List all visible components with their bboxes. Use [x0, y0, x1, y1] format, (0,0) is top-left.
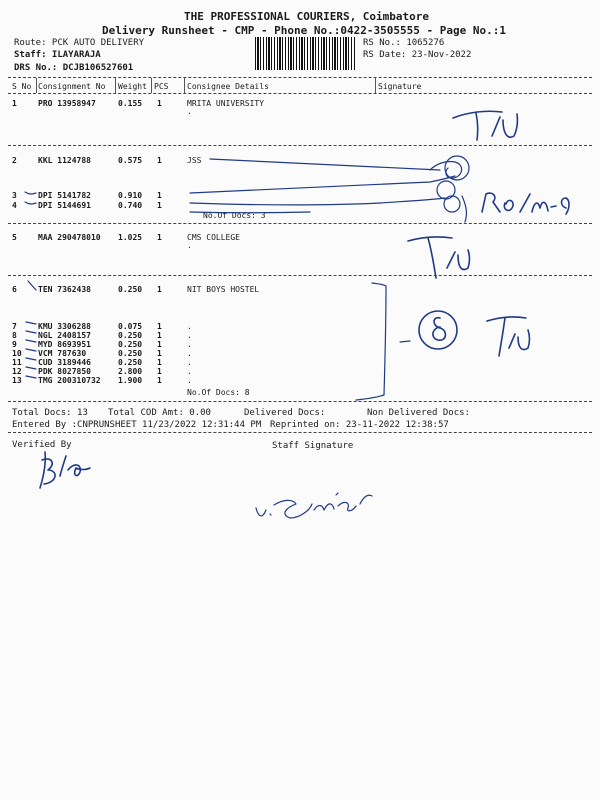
non-delivered-docs: Non Delivered Docs:	[367, 408, 470, 418]
handwritten-ro-m9	[482, 193, 569, 214]
col-consignee: Consignee Details	[187, 82, 269, 91]
rs-number: RS No.: 1065276	[363, 38, 445, 48]
row-consignment: TEN 7362438	[38, 285, 91, 294]
row-consignment: DPI 5141782	[38, 191, 91, 200]
drs-number: DRS No.: DCJB106527601	[14, 63, 134, 73]
row-weight: 0.250	[118, 331, 143, 340]
row-weight: 0.155	[118, 99, 143, 108]
row-sno: 5	[12, 233, 17, 242]
row-consignee: .	[187, 376, 192, 385]
row-sno: 2	[12, 156, 17, 165]
row-consignment: KMU 3306288	[38, 322, 91, 331]
row-sno: 9	[12, 340, 17, 349]
document-subtitle: Delivery Runsheet - CMP - Phone No.:0422-3505555 - Page No.:1	[102, 24, 506, 37]
route-label: Route: PCK AUTO DELIVERY	[14, 38, 145, 48]
row-consignment: MAA 290478010	[38, 233, 101, 242]
col-sno: S No	[12, 82, 32, 91]
row-consignment: VCM 787630	[38, 349, 87, 358]
row-pcs: 1	[157, 322, 162, 331]
row-weight: 0.075	[118, 322, 143, 331]
col-weight: Weight	[118, 82, 147, 91]
row-pcs: 1	[157, 99, 162, 108]
entered-by: Entered By :CNPRUNSHEET 11/23/2022 12:31:44 PM	[12, 420, 262, 430]
row-pcs: 1	[157, 201, 162, 210]
row-consignee: .	[187, 358, 192, 367]
row-sno: 11	[12, 358, 22, 367]
row-consignee: NIT BOYS HOSTEL	[187, 285, 260, 294]
handwritten-strokes	[190, 156, 469, 222]
row-consignee: JSS	[187, 156, 202, 165]
document-title: THE PROFESSIONAL COURIERS, Coimbatore	[184, 10, 430, 23]
row-consignment: KKL 1124788	[38, 156, 91, 165]
row-weight: 0.250	[118, 358, 143, 367]
row-weight: 0.575	[118, 156, 143, 165]
row-sno: 7	[12, 322, 17, 331]
row-sno: 4	[12, 201, 17, 210]
row-consignee: MRITA UNIVERSITY	[187, 99, 265, 108]
row-pcs: 1	[157, 191, 162, 200]
row-consignment: PRO 13958947	[38, 99, 96, 108]
row-weight: 0.250	[118, 285, 143, 294]
handwritten-staff-signature	[256, 493, 372, 518]
row-weight: 0.250	[118, 349, 143, 358]
row-sno: 6	[12, 285, 17, 294]
handwritten-verifier-signature	[40, 452, 90, 488]
row-pcs: 1	[157, 331, 162, 340]
row-consignment: TMG 200310732	[38, 376, 101, 385]
row-sno: 13	[12, 376, 22, 385]
row-weight: 0.740	[118, 201, 143, 210]
delivered-docs: Delivered Docs:	[244, 408, 326, 418]
margin-ticks	[25, 192, 36, 378]
staff-signature-label: Staff Signature	[272, 441, 354, 451]
verified-by-label: Verified By	[12, 440, 72, 450]
row-pcs: 1	[157, 367, 162, 376]
row-weight: 0.910	[118, 191, 143, 200]
row-weight: 0.250	[118, 340, 143, 349]
row-consignee-dot: .	[187, 107, 192, 116]
row-weight: 1.900	[118, 376, 143, 385]
total-cod: Total COD Amt: 0.00	[108, 408, 211, 418]
row-sno: 8	[12, 331, 17, 340]
row-consignee: .	[187, 349, 192, 358]
row-consignee: CMS COLLEGE	[187, 233, 240, 242]
row-consignment: DPI 5144691	[38, 201, 91, 210]
row-consignee: .	[187, 340, 192, 349]
total-docs: Total Docs: 13	[12, 408, 88, 418]
row-consignee: .	[187, 331, 192, 340]
docs-count-note: No.Of Docs: 3	[203, 211, 266, 220]
handwritten-tu-1	[453, 111, 517, 140]
row-consignee: .	[187, 322, 192, 331]
row-pcs: 1	[157, 340, 162, 349]
row-weight: 2.800	[118, 367, 143, 376]
col-pcs: PCS	[154, 82, 169, 91]
reprinted-on: Reprinted on: 23-11-2022 12:38:57	[270, 420, 449, 430]
row-pcs: 1	[157, 285, 162, 294]
row-pcs: 1	[157, 376, 162, 385]
row-weight: 1.025	[118, 233, 143, 242]
row-consignment: CUD 3189446	[38, 358, 91, 367]
row-consignee: .	[187, 367, 192, 376]
row-consignment: PDK 8027850	[38, 367, 91, 376]
row-sno: 1	[12, 99, 17, 108]
row-pcs: 1	[157, 233, 162, 242]
col-consignment: Consignment No	[38, 82, 106, 91]
row-pcs: 1	[157, 358, 162, 367]
row-sno: 10	[12, 349, 22, 358]
row-pcs: 1	[157, 156, 162, 165]
row-consignment: MYD 8693951	[38, 340, 91, 349]
row-pcs: 1	[157, 349, 162, 358]
row-consignee-dot: .	[187, 241, 192, 250]
col-signature: Signature	[378, 82, 422, 91]
docs-count-note: No.Of Docs: 8	[187, 388, 250, 397]
handwritten-tu-2	[408, 237, 470, 278]
row-sno: 12	[12, 367, 22, 376]
row-consignment: NGL 2408157	[38, 331, 91, 340]
handwritten-bracket-8-tu	[356, 283, 530, 400]
row-sno: 3	[12, 191, 17, 200]
staff-label: Staff: ILAYARAJA	[14, 50, 101, 60]
rs-date: RS Date: 23-Nov-2022	[363, 50, 472, 60]
